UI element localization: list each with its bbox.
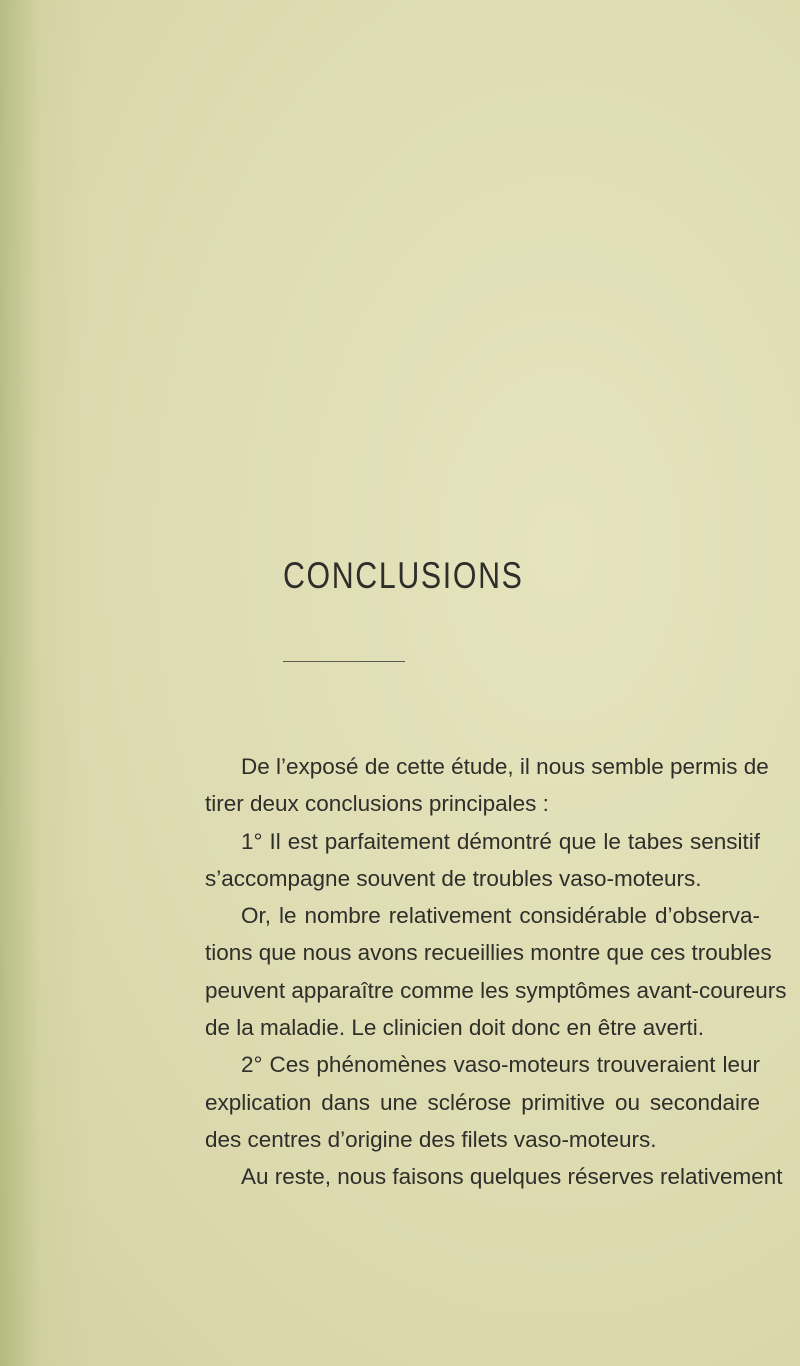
text-line: tions que nous avons recueillies montre que ces troubles	[205, 940, 772, 966]
text-line: 2° Ces phénomènes vaso-moteurs trouveraient leur	[241, 1052, 760, 1078]
text-line: explication dans une sclérose primitive ou secondaire	[205, 1089, 760, 1115]
text-line: Au reste, nous faisons quelques réserves relativement	[241, 1164, 783, 1190]
text-line: tirer deux conclusions principales :	[205, 791, 549, 817]
text-line: peuvent apparaître comme les symptômes avant-coureurs	[205, 977, 787, 1003]
heading-rule	[283, 661, 405, 662]
text-line: Or, le nombre relativement considérable d’observa-	[241, 903, 760, 929]
text-line: de la maladie. Le clinicien doit donc en être averti.	[205, 1015, 705, 1041]
body-text	[205, 748, 787, 1196]
chapter-heading: CONCLUSIONS	[282, 555, 524, 596]
text-line: des centres d’origine des filets vaso-moteurs.	[205, 1126, 657, 1152]
text-line: 1° Il est parfaitement démontré que le tabes sensitif	[241, 828, 760, 854]
text-line: s’accompagne souvent de troubles vaso-moteurs.	[205, 865, 702, 891]
text-line: De l’exposé de cette étude, il nous semble permis de	[241, 754, 769, 779]
